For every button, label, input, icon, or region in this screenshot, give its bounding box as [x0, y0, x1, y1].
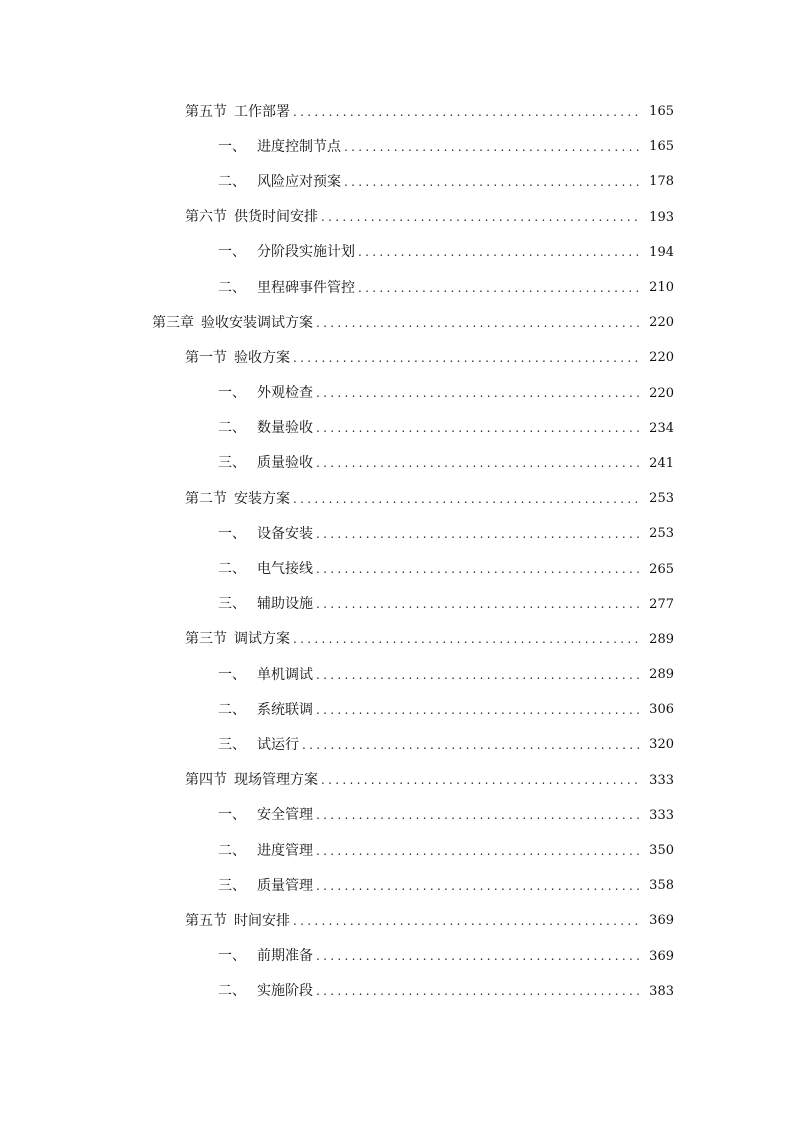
toc-entry-page: 165 — [649, 104, 674, 120]
dot-leader — [316, 704, 640, 716]
dot-leader — [321, 774, 640, 786]
dot-leader — [293, 352, 640, 364]
toc-entry[interactable] — [0, 411, 793, 446]
toc-entry[interactable] — [0, 94, 793, 129]
toc-entry-title: 实施阶段 — [257, 983, 313, 1000]
toc-entry-page: 289 — [649, 667, 674, 683]
toc-entry-title: 调试方案 — [234, 631, 290, 648]
toc-entry[interactable] — [0, 622, 793, 657]
toc-entry[interactable] — [0, 235, 793, 270]
toc-entry-title: 质量验收 — [257, 455, 313, 472]
dot-leader — [316, 457, 640, 469]
toc-entry-number: 第六节 — [185, 209, 227, 226]
toc-entry-title: 分阶段实施计划 — [257, 244, 355, 261]
toc-entry-number: 一、 — [218, 525, 246, 542]
dot-leader — [302, 739, 640, 751]
toc-entry-title: 质量管理 — [257, 877, 313, 894]
toc-entry-number: 一、 — [218, 807, 246, 824]
dot-leader — [316, 880, 640, 892]
toc-entry-number: 二、 — [218, 842, 246, 859]
toc-entry-page: 220 — [649, 315, 674, 331]
toc-entry-number: 三、 — [218, 596, 246, 613]
toc-entry-title: 验收方案 — [234, 349, 290, 366]
toc-entry-title: 外观检查 — [257, 385, 313, 402]
toc-entry-title: 数量验收 — [257, 420, 313, 437]
toc-entry-number: 一、 — [218, 244, 246, 261]
toc-entry-page: 333 — [649, 807, 674, 823]
toc-entry-title: 前期准备 — [257, 948, 313, 965]
toc-entry-title: 电气接线 — [257, 561, 313, 578]
toc-entry-number: 第三节 — [185, 631, 227, 648]
dot-leader — [316, 528, 640, 540]
toc-entry-title: 辅助设施 — [257, 596, 313, 613]
toc-entry-number: 三、 — [218, 455, 246, 472]
toc-entry-page: 253 — [649, 491, 674, 507]
toc-entry-page: 320 — [649, 737, 674, 753]
toc-entry-page: 383 — [649, 983, 674, 999]
toc-entry-title: 现场管理方案 — [234, 772, 318, 789]
dot-leader — [316, 317, 640, 329]
toc-entry-title: 供货时间安排 — [234, 209, 318, 226]
toc-entry-number: 第一节 — [185, 349, 227, 366]
toc-entry-page: 220 — [649, 350, 674, 366]
toc-entry[interactable] — [0, 587, 793, 622]
toc-entry[interactable] — [0, 903, 793, 938]
dot-leader — [293, 106, 640, 118]
toc-entry[interactable] — [0, 270, 793, 305]
toc-entry-number: 一、 — [218, 666, 246, 683]
toc-entry-number: 第三章 — [152, 314, 194, 331]
toc-entry-number: 一、 — [218, 948, 246, 965]
dot-leader — [316, 387, 640, 399]
toc-entry[interactable] — [0, 516, 793, 551]
toc-entry-title: 安装方案 — [234, 490, 290, 507]
toc-entry[interactable] — [0, 974, 793, 1009]
toc-entry[interactable] — [0, 763, 793, 798]
toc-entry-title: 系统联调 — [257, 701, 313, 718]
toc-entry-number: 二、 — [218, 420, 246, 437]
toc-entry-number: 二、 — [218, 279, 246, 296]
table-of-contents — [0, 94, 793, 1009]
toc-entry-number: 第五节 — [185, 103, 227, 120]
toc-entry-number: 二、 — [218, 173, 246, 190]
toc-entry-title: 单机调试 — [257, 666, 313, 683]
toc-entry-page: 178 — [649, 174, 674, 190]
toc-entry[interactable] — [0, 657, 793, 692]
toc-entry-page: 234 — [649, 420, 674, 436]
toc-entry-page: 210 — [649, 280, 674, 296]
toc-entry[interactable] — [0, 551, 793, 586]
toc-entry[interactable] — [0, 727, 793, 762]
dot-leader — [316, 985, 640, 997]
toc-entry-title: 试运行 — [257, 736, 299, 753]
toc-entry-title: 里程碑事件管控 — [257, 279, 355, 296]
toc-entry-title: 工作部署 — [234, 103, 290, 120]
toc-entry-number: 一、 — [218, 385, 246, 402]
toc-entry-page: 220 — [649, 385, 674, 401]
toc-entry-number: 二、 — [218, 701, 246, 718]
dot-leader — [344, 141, 640, 153]
toc-entry-page: 253 — [649, 526, 674, 542]
toc-entry[interactable] — [0, 200, 793, 235]
toc-entry-number: 二、 — [218, 561, 246, 578]
toc-entry-page: 369 — [649, 913, 674, 929]
toc-entry-page: 194 — [649, 244, 674, 260]
toc-entry-title: 验收安装调试方案 — [201, 314, 313, 331]
toc-entry-title: 时间安排 — [234, 912, 290, 929]
toc-entry-page: 277 — [649, 596, 674, 612]
dot-leader — [358, 282, 640, 294]
dot-leader — [344, 176, 640, 188]
toc-entry-page: 350 — [649, 843, 674, 859]
toc-entry-number: 三、 — [218, 736, 246, 753]
dot-leader — [358, 246, 640, 258]
dot-leader — [293, 633, 640, 645]
toc-entry-number: 第二节 — [185, 490, 227, 507]
toc-entry[interactable] — [0, 833, 793, 868]
dot-leader — [293, 493, 640, 505]
toc-entry-title: 进度管理 — [257, 842, 313, 859]
toc-entry[interactable] — [0, 692, 793, 727]
toc-entry-page: 289 — [649, 631, 674, 647]
dot-leader — [293, 915, 640, 927]
toc-entry-page: 193 — [649, 209, 674, 225]
toc-entry[interactable] — [0, 164, 793, 199]
toc-entry-title: 风险应对预案 — [257, 173, 341, 190]
toc-entry-page: 369 — [649, 948, 674, 964]
toc-entry-page: 265 — [649, 561, 674, 577]
toc-entry[interactable] — [0, 129, 793, 164]
toc-entry[interactable] — [0, 305, 793, 340]
toc-entry-page: 358 — [649, 878, 674, 894]
toc-entry-number: 第四节 — [185, 772, 227, 789]
toc-entry-number: 二、 — [218, 983, 246, 1000]
toc-entry[interactable] — [0, 376, 793, 411]
toc-entry-page: 333 — [649, 772, 674, 788]
dot-leader — [321, 211, 640, 223]
toc-entry[interactable] — [0, 446, 793, 481]
toc-entry[interactable] — [0, 868, 793, 903]
toc-entry-page: 306 — [649, 702, 674, 718]
toc-entry[interactable] — [0, 481, 793, 516]
toc-entry-page: 165 — [649, 139, 674, 155]
toc-entry[interactable] — [0, 798, 793, 833]
dot-leader — [316, 669, 640, 681]
toc-entry-title: 安全管理 — [257, 807, 313, 824]
toc-entry-title: 设备安装 — [257, 525, 313, 542]
toc-entry-number: 一、 — [218, 138, 246, 155]
toc-entry-title: 进度控制节点 — [257, 138, 341, 155]
dot-leader — [316, 422, 640, 434]
toc-entry-number: 第五节 — [185, 912, 227, 929]
dot-leader — [316, 563, 640, 575]
toc-entry[interactable] — [0, 939, 793, 974]
dot-leader — [316, 950, 640, 962]
dot-leader — [316, 598, 640, 610]
dot-leader — [316, 809, 640, 821]
toc-entry-number: 三、 — [218, 877, 246, 894]
toc-entry[interactable] — [0, 340, 793, 375]
toc-entry-page: 241 — [649, 455, 674, 471]
dot-leader — [316, 845, 640, 857]
